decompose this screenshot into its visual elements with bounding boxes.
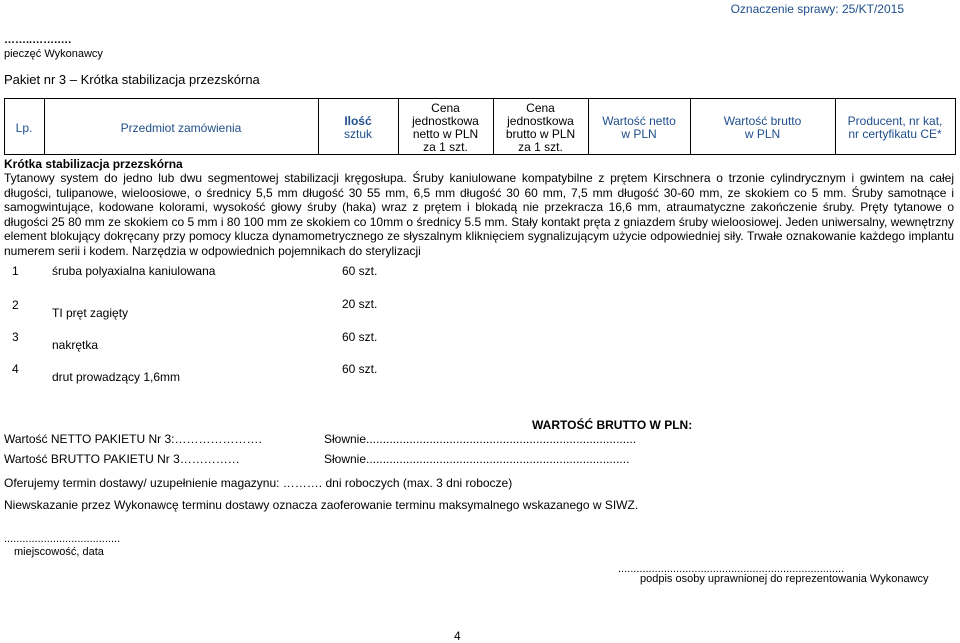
case-reference: Oznaczenie sprawy: 25/KT/2015 <box>730 2 904 16</box>
row-number: 1 <box>12 264 19 278</box>
row-item-name: śruba polyaxialna kaniulowana <box>52 264 216 278</box>
row-number: 3 <box>12 330 19 344</box>
table-top-border <box>4 98 956 99</box>
row-quantity: 60 szt. <box>342 264 378 278</box>
header-producer <box>835 115 955 141</box>
delivery-warning: Niewskazanie przez Wykonawcę terminu dostawy oznacza zaoferowanie terminu maksymalnego wskazanego w SIWZ. <box>4 498 639 512</box>
row-item-name: TI pręt zagięty <box>52 306 129 320</box>
header-net-price-line2: jednostkowa <box>412 114 479 128</box>
header-producer-line2: nr certyfikatu CE* <box>848 127 942 141</box>
header-qty-line2: sztuk <box>343 127 372 141</box>
header-gross-price-line4: za 1 szt. <box>518 140 563 154</box>
place-date-label: miejscowość, data <box>14 546 104 558</box>
header-net-value <box>588 115 690 141</box>
header-gross-value-line2: w PLN <box>744 127 781 141</box>
header-gross-value-line1: Wartość brutto <box>723 114 802 128</box>
stamp-label: pieczęć Wykonawcy <box>4 48 103 60</box>
row-number: 4 <box>12 362 19 376</box>
stamp-dots: ……..…….…. <box>4 34 72 46</box>
signature-label: podpis osoby uprawnionej do reprezentowania Wykonawcy <box>640 573 929 585</box>
header-gross-price-line3: brutto w PLN <box>505 127 576 141</box>
header-producer-line1: Producent, nr kat, <box>847 114 943 128</box>
header-net-value-line1: Wartość netto <box>602 114 676 128</box>
gross-value-summary-label: WARTOŚĆ BRUTTO W PLN: <box>532 418 693 432</box>
header-gross-value <box>690 115 835 141</box>
delivery-term: Oferujemy termin dostawy/ uzupełnienie magazynu: ………. dni roboczych (max. 3 dni robocze) <box>4 476 513 490</box>
row-item-name: nakrętka <box>52 338 99 352</box>
gross-value-in-words: Słownie............................................................................... <box>324 452 630 466</box>
header-net-price-line4: za 1 szt. <box>423 140 468 154</box>
header-net-price-line3: netto w PLN <box>412 127 479 141</box>
header-net-price-line1: Cena <box>431 101 460 115</box>
header-gross-price <box>493 102 588 154</box>
gross-package-value: Wartość BRUTTO PAKIETU Nr 3…………… <box>4 452 240 466</box>
header-gross-price-line1: Cena <box>526 101 555 115</box>
header-qty-line1: Ilość <box>344 114 372 128</box>
package-title: Pakiet nr 3 – Krótka stabilizacja przezskórna <box>4 72 260 87</box>
page-number: 4 <box>454 629 461 643</box>
net-value-in-words: Słownie................................................................................. <box>324 432 637 446</box>
section-description: Tytanowy system do jedno lub dwu segmentowej stabilizacji kręgosłupa. Śruby kaniulowane kompatybilne z prętem Kirschnera o trzonie cylindrycznym i gwintem na całej długości, tulipanowe, wieloosiowe, o średnicy 5,5 mm długość 30 55 mm, 6,5 mm długość 30 60 mm, 7,5 mm długość 30-60 mm, ze skokiem co 5 mm. Śruby samotnące i samogwintujące, kodowane kolorami, wysokość głowy śruby (haka) wraz z prętem i blokadą nie przekracza 16,6 mm, atraumatyczne zakończenie śruby. Pręty tytanowe o długości 25 80 mm ze skokiem co 5 mm i 80 100 mm ze skokiem co 10mm o średnicy 5.5 mm. Stały kontakt pręta z gniazdem śruby wieloosiowej. Jeden uniwersalny, wewnętrzny element blokujący dokręcany przy pomocy klucza dynamometrycznego ze słyszalnym kliknięciem sygnalizującym użycie odpowiedniej siły. Trwałe oznakowanie każdego implantu numerem serii i kodem. Narzędzia w odpowiednich pojemnikach do sterylizacji <box>4 171 954 258</box>
col-divider <box>955 98 956 155</box>
header-item: Przedmiot zamówienia <box>120 121 242 135</box>
header-net-price <box>398 102 493 154</box>
row-item-name: drut prowadzący 1,6mm <box>52 370 181 384</box>
row-quantity: 60 szt. <box>342 362 378 376</box>
row-quantity: 60 szt. <box>342 330 378 344</box>
row-number: 2 <box>12 298 19 312</box>
table-header-bottom-border <box>4 154 956 155</box>
signature-dots: .......................................................................... <box>618 563 845 575</box>
place-date-dots: ...................................... <box>4 533 121 545</box>
header-qty <box>318 115 398 141</box>
header-lp: Lp. <box>15 121 33 135</box>
header-gross-price-line2: jednostkowa <box>507 114 574 128</box>
header-net-value-line2: w PLN <box>621 127 657 141</box>
net-package-value: Wartość NETTO PAKIETU Nr 3:…………………. <box>4 432 262 446</box>
row-quantity: 20 szt. <box>342 297 378 311</box>
section-title: Krótka stabilizacja przezskórna <box>4 157 183 171</box>
